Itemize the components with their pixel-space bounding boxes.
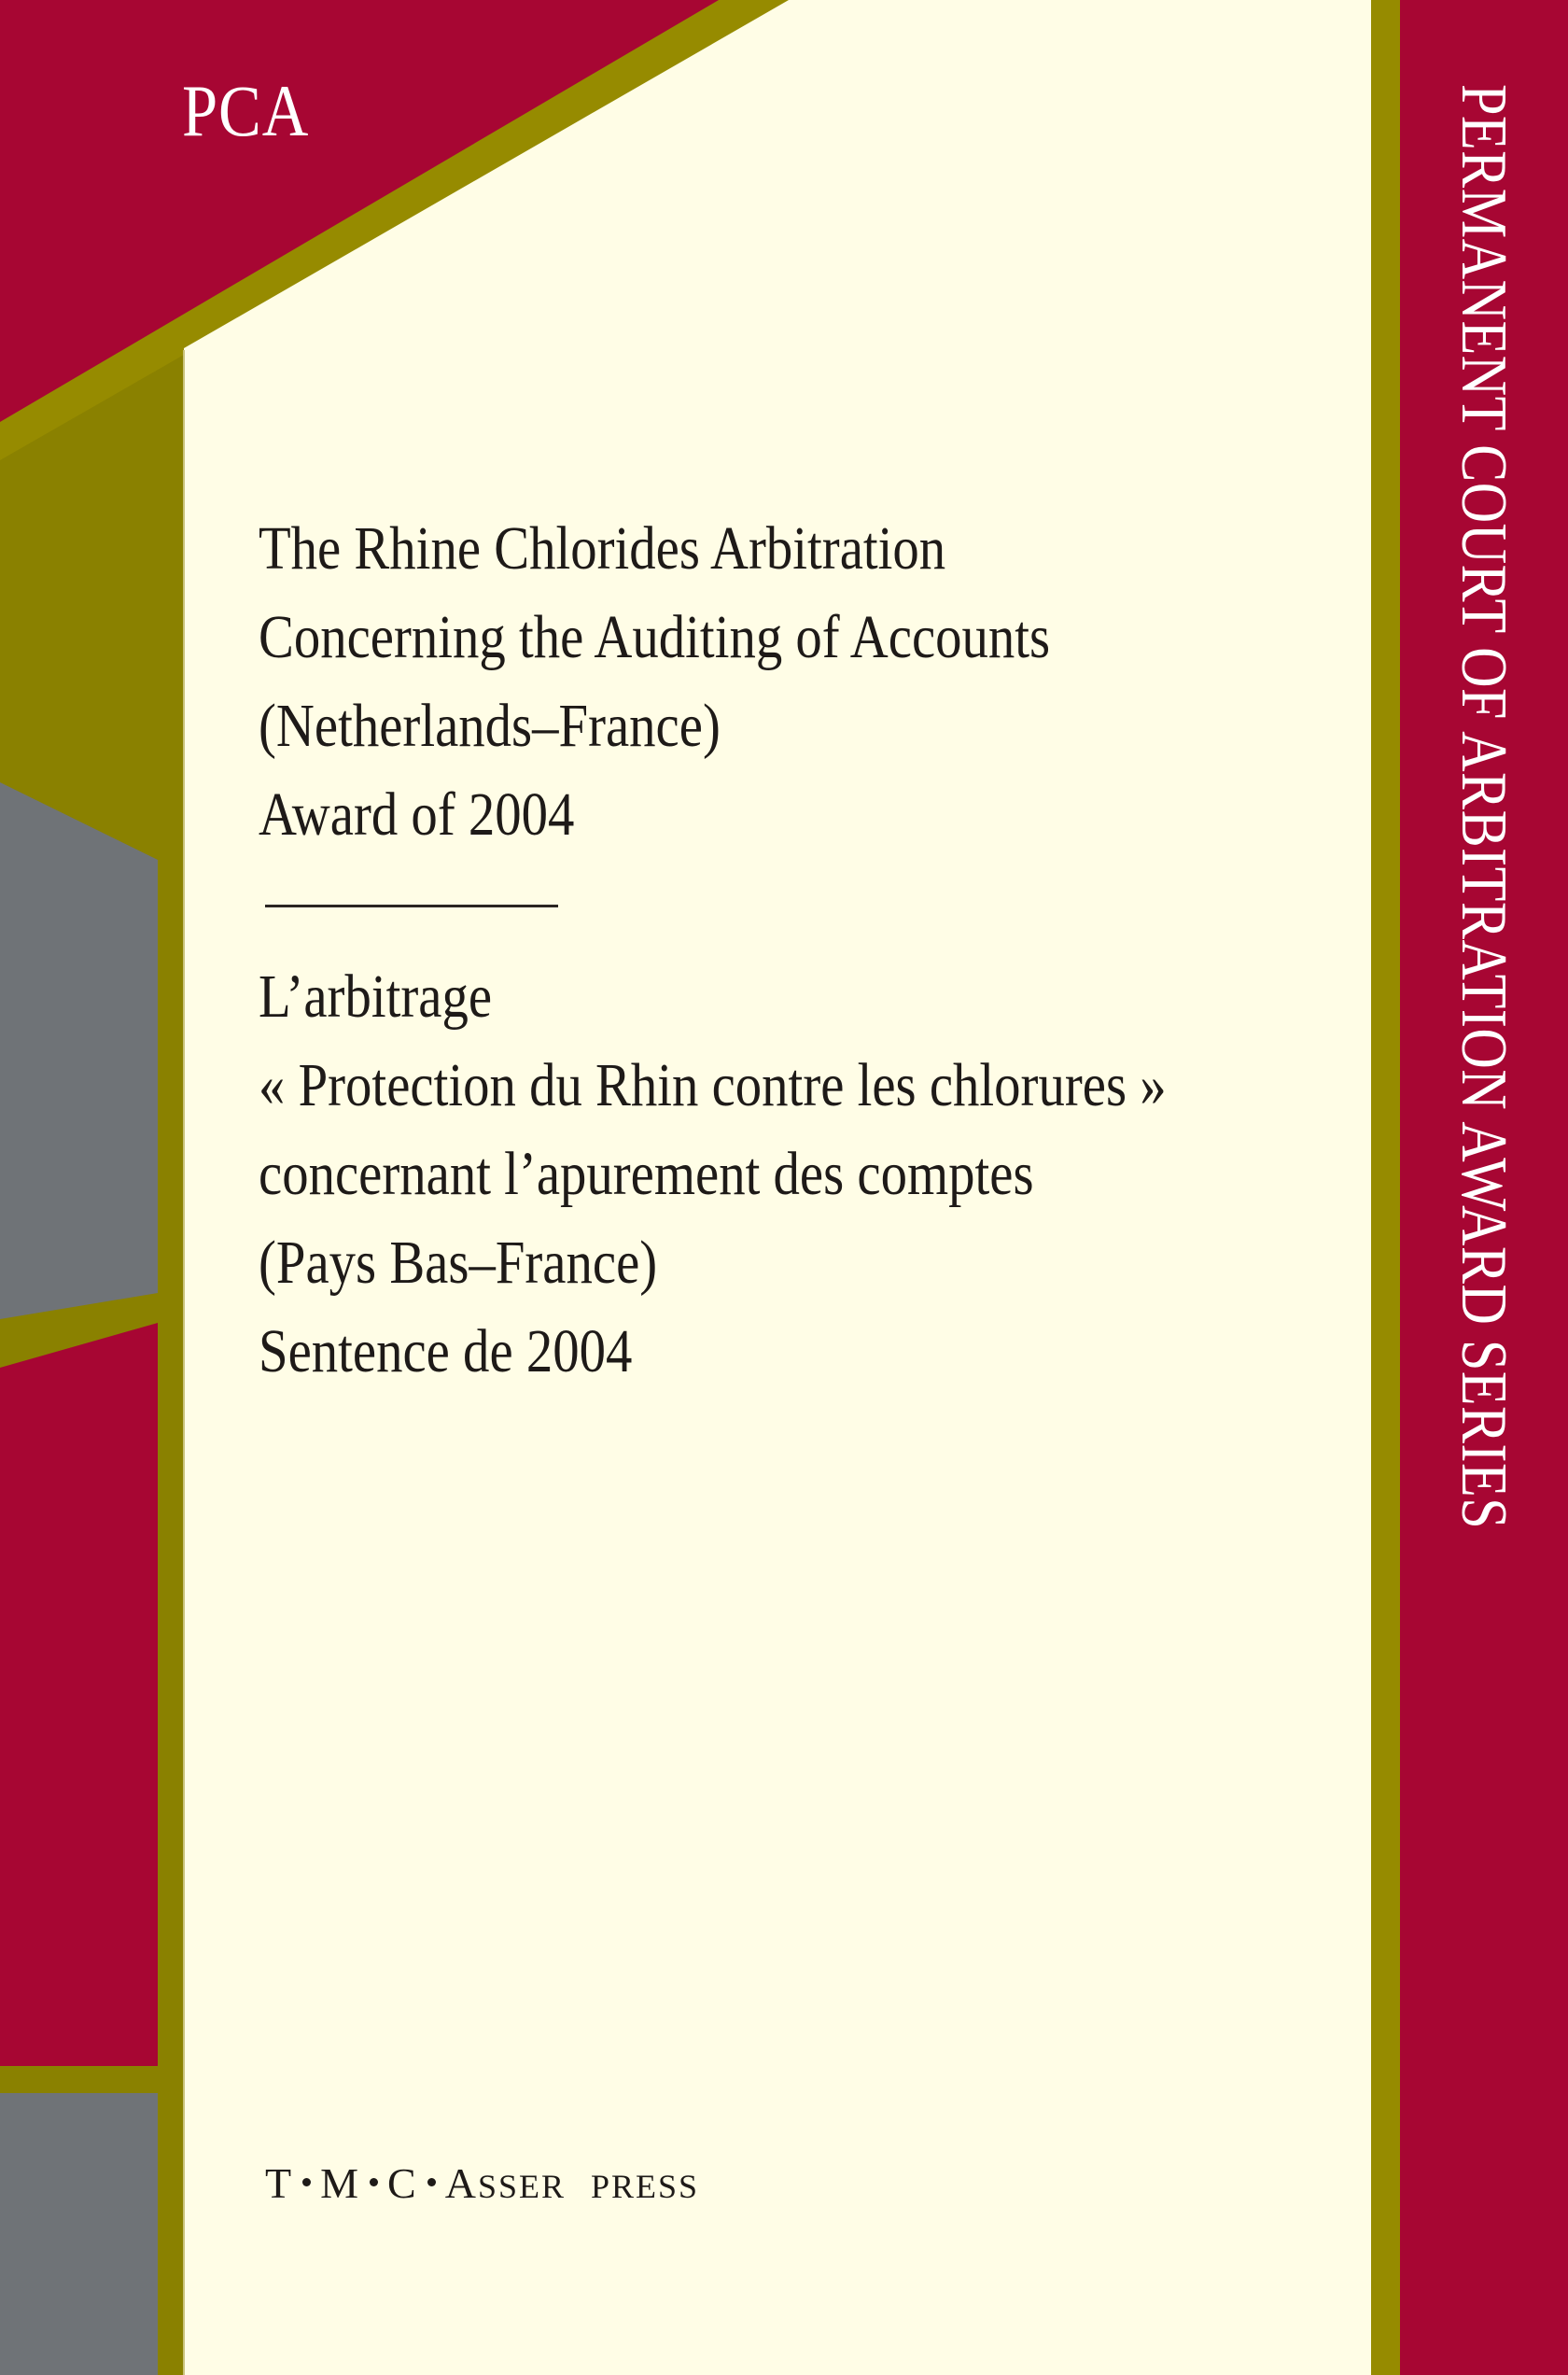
title-english bbox=[259, 504, 1050, 859]
publisher-name-cap: A bbox=[444, 2159, 478, 2207]
bottom-gray-panel bbox=[0, 2093, 158, 2375]
publisher-imprint bbox=[265, 2159, 700, 2207]
publisher-initial: T bbox=[265, 2159, 294, 2207]
title-en-line: (Netherlands–France) bbox=[259, 692, 721, 760]
series-title: PERMANENT COURT OF ARBITRATION AWARD SERIES bbox=[1448, 84, 1519, 1530]
title-en-line: Award of 2004 bbox=[259, 780, 575, 849]
title-en-line: Concerning the Auditing of Accounts bbox=[259, 603, 1051, 671]
pca-logo: PCA bbox=[182, 70, 310, 151]
publisher-initial: M bbox=[320, 2159, 361, 2207]
publisher-initial: C bbox=[387, 2159, 418, 2207]
spine-olive-stripe bbox=[1371, 0, 1400, 2375]
title-french bbox=[259, 952, 1167, 1396]
title-fr-line: L’arbitrage bbox=[259, 963, 493, 1031]
separator-dot-icon bbox=[370, 2178, 378, 2186]
upper-gray-panel bbox=[0, 782, 158, 1319]
title-fr-line: concernant l’apurement des comptes bbox=[259, 1140, 1034, 1208]
spine bbox=[1400, 0, 1568, 2375]
publisher-press: PRESS bbox=[590, 2168, 700, 2205]
title-fr-line: « Protection du Rhin contre les chlorures » bbox=[259, 1051, 1167, 1119]
separator-dot-icon bbox=[427, 2178, 436, 2186]
separator-dot-icon bbox=[302, 2178, 311, 2186]
lower-crimson-panel bbox=[0, 1323, 158, 2066]
title-fr-line: (Pays Bas–France) bbox=[259, 1229, 658, 1297]
title-fr-line: Sentence de 2004 bbox=[259, 1317, 633, 1385]
publisher-name-rest: SSER bbox=[477, 2168, 566, 2205]
title-en-line: The Rhine Chlorides Arbitration bbox=[259, 514, 946, 583]
title-divider bbox=[265, 905, 558, 907]
